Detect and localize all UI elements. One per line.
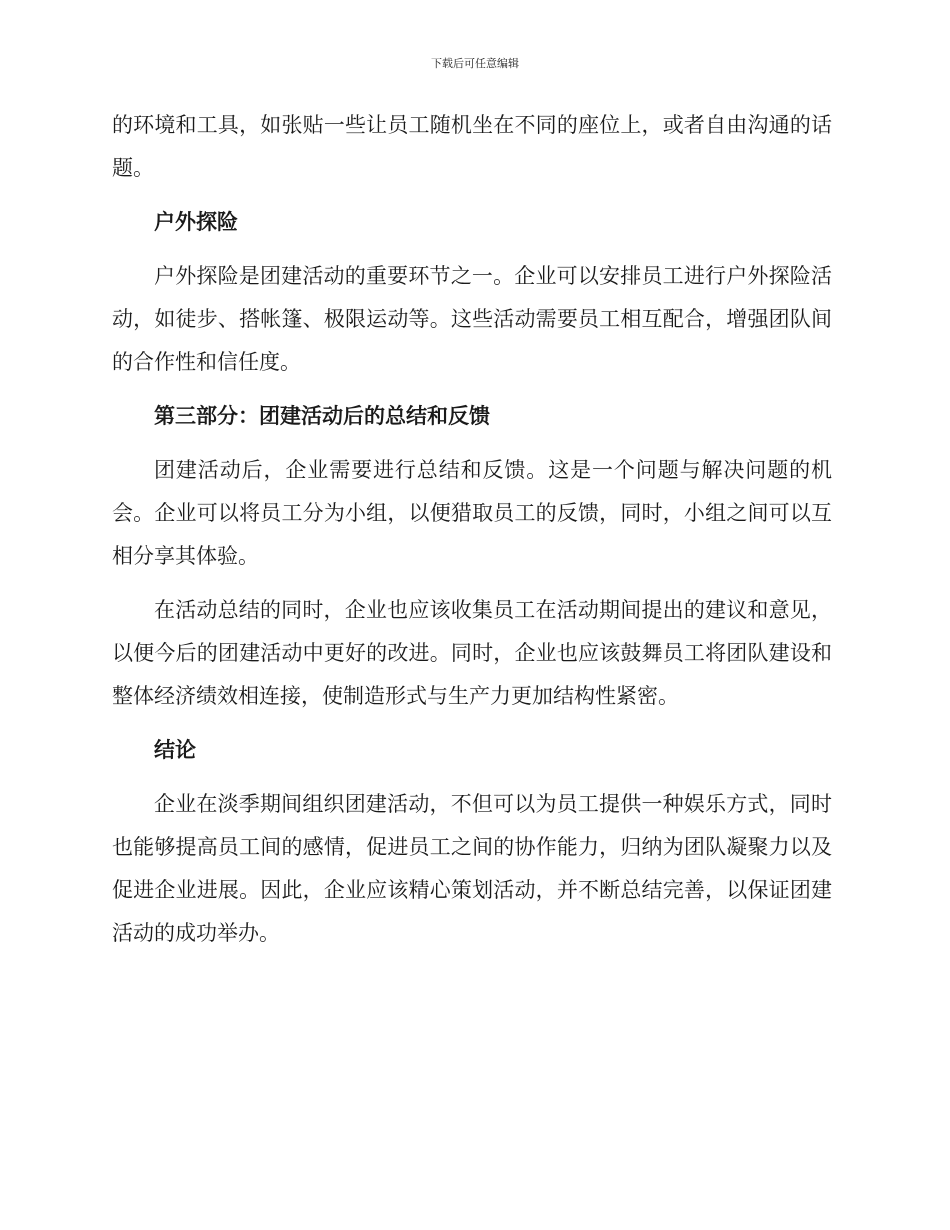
paragraph-outdoor-adventure: 户外探险是团建活动的重要环节之一。企业可以安排员工进行户外探险活动，如徒步、搭帐篷、极限运动等。这些活动需要员工相互配合，增强团队间的合作性和信任度。 bbox=[112, 264, 832, 374]
paragraph-intro-continuation: 的环境和工具，如张贴一些让员工随机坐在不同的座位上，或者自由沟通的话题。 bbox=[112, 113, 832, 180]
document-body bbox=[112, 104, 832, 955]
heading-part-three: 第三部分：团建活动后的总结和反馈 bbox=[154, 404, 490, 428]
heading-conclusion: 结论 bbox=[154, 738, 196, 762]
paragraph-part-three-1: 团建活动后，企业需要进行总结和反馈。这是一个问题与解决问题的机会。企业可以将员工分为小组，以便猎取员工的反馈，同时，小组之间可以互相分享其体验。 bbox=[112, 458, 832, 568]
header-note: 下载后可任意编辑 bbox=[431, 57, 519, 70]
paragraph-part-three-2: 在活动总结的同时，企业也应该收集员工在活动期间提出的建议和意见，以便今后的团建活动中更好的改进。同时，企业也应该鼓舞员工将团队建设和整体经济绩效相连接，使制造形式与生产力更加结构性紧密。 bbox=[112, 598, 832, 708]
heading-outdoor-adventure: 户外探险 bbox=[154, 210, 238, 234]
paragraph-conclusion: 企业在淡季期间组织团建活动，不但可以为员工提供一种娱乐方式，同时也能够提高员工间的感情，促进员工之间的协作能力，归纳为团队凝聚力以及促进企业进展。因此，企业应该精心策划活动，并不断总结完善，以保证团建活动的成功举办。 bbox=[112, 792, 832, 945]
